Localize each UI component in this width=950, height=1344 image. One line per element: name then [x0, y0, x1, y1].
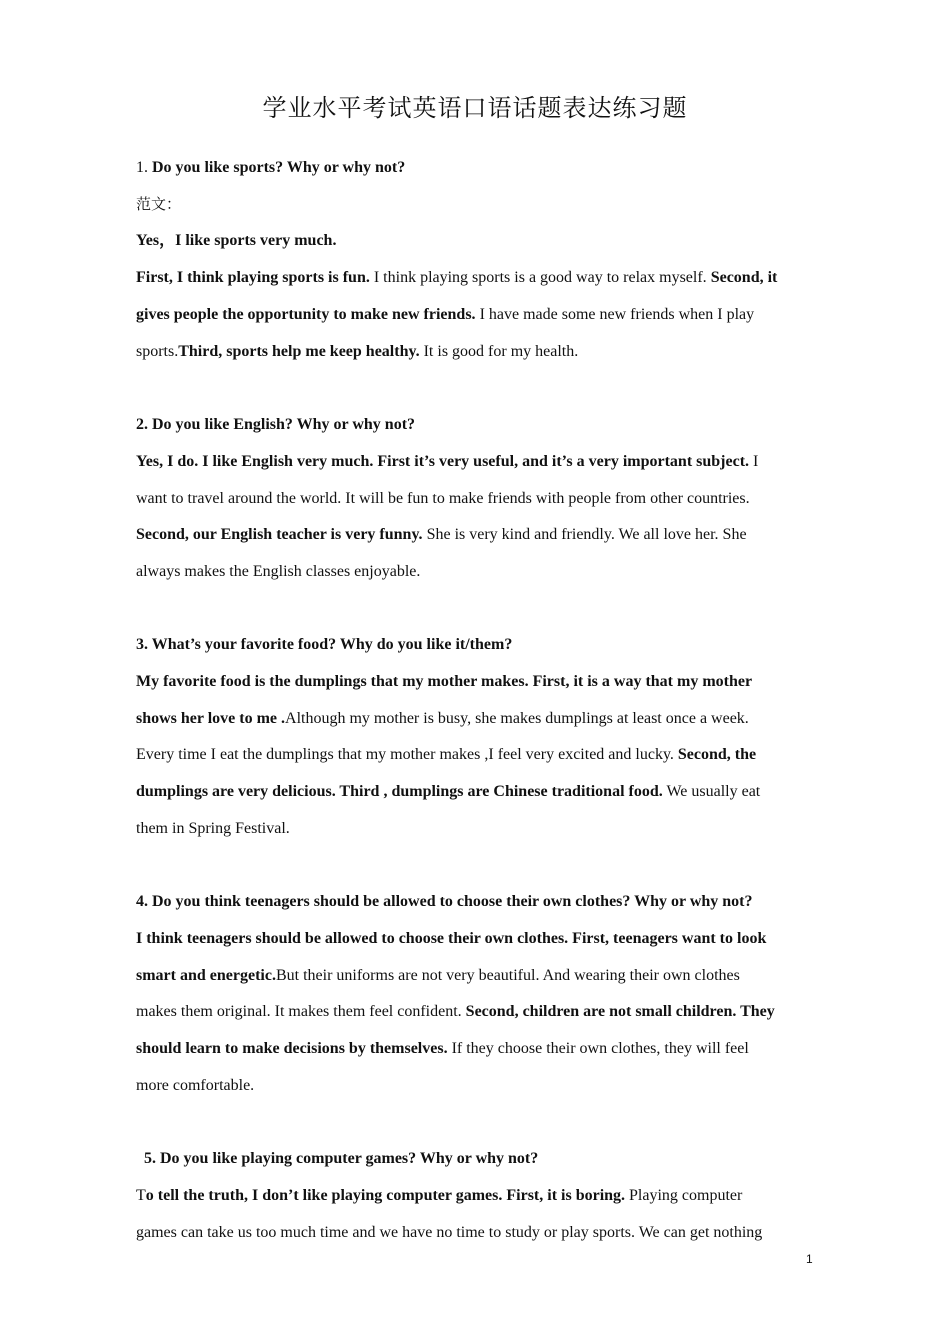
q4-question: 4. Do you think teenagers should be allowed to choose their own clothes? Why or why not? [136, 893, 753, 910]
q1-answer-line: sports.Third, sports help me keep healthy. It is good for my health. [136, 343, 579, 360]
q3-answer-line: shows her love to me .Although my mother is busy, she makes dumplings at least once a week. [136, 710, 749, 727]
q3-answer-line: them in Spring Festival. [136, 820, 290, 837]
q1-question: Do you like sports? Why or why not? [152, 159, 406, 176]
q1-sample-label: 范文： [136, 195, 182, 213]
q1-answer-line: Yes，I like sports very much. [136, 232, 337, 249]
q2-answer-line: Yes, I do. I like English very much. First it’s very useful, and it’s a very important subject. I [136, 453, 759, 470]
q4-answer-line: I think teenagers should be allowed to choose their own clothes. First, teenagers want to look [136, 930, 767, 947]
q5-answer-line: To tell the truth, I don’t like playing computer games. First, it is boring. Playing computer [136, 1187, 743, 1204]
q4-answer-line: more comfortable. [136, 1077, 255, 1094]
q4-answer-line: smart and energetic.But their uniforms are not very beautiful. And wearing their own clothes [136, 967, 740, 984]
q4-answer-line: should learn to make decisions by themselves. If they choose their own clothes, they will feel [136, 1040, 749, 1057]
q1-answer-line: gives people the opportunity to make new friends. I have made some new friends when I play [136, 306, 755, 323]
q5-answer-line: games can take us too much time and we have no time to study or play sports. We can get nothing [136, 1224, 763, 1241]
q5-question: 5. Do you like playing computer games? Why or why not? [144, 1150, 539, 1167]
q2-answer-line: always makes the English classes enjoyable. [136, 563, 421, 580]
q2-question: 2. Do you like English? Why or why not? [136, 416, 416, 433]
q1-heading: 1. Do you like sports? Why or why not? [136, 159, 406, 176]
q3-answer-line: My favorite food is the dumplings that my mother makes. First, it is a way that my mother [136, 673, 753, 690]
q3-answer-line: dumplings are very delicious. Third , dumplings are Chinese traditional food. We usually eat [136, 783, 761, 800]
q3-question: 3. What’s your favorite food? Why do you like it/them? [136, 636, 513, 653]
page-number: 1 [806, 1252, 813, 1266]
page-title: 学业水平考试英语口语话题表达练习题 [262, 94, 688, 122]
q2-answer-line: Second, our English teacher is very funny. She is very kind and friendly. We all love her. She [136, 526, 747, 543]
q4-answer-line: makes them original. It makes them feel confident. Second, children are not small children. They [136, 1003, 775, 1020]
q2-answer-line: want to travel around the world. It will be fun to make friends with people from other countries. [136, 490, 750, 507]
q3-answer-line: Every time I eat the dumplings that my mother makes ,I feel very excited and lucky. Second, the [136, 746, 757, 763]
q1-answer-line: First, I think playing sports is fun. I think playing sports is a good way to relax myself. Second, it [136, 269, 778, 286]
